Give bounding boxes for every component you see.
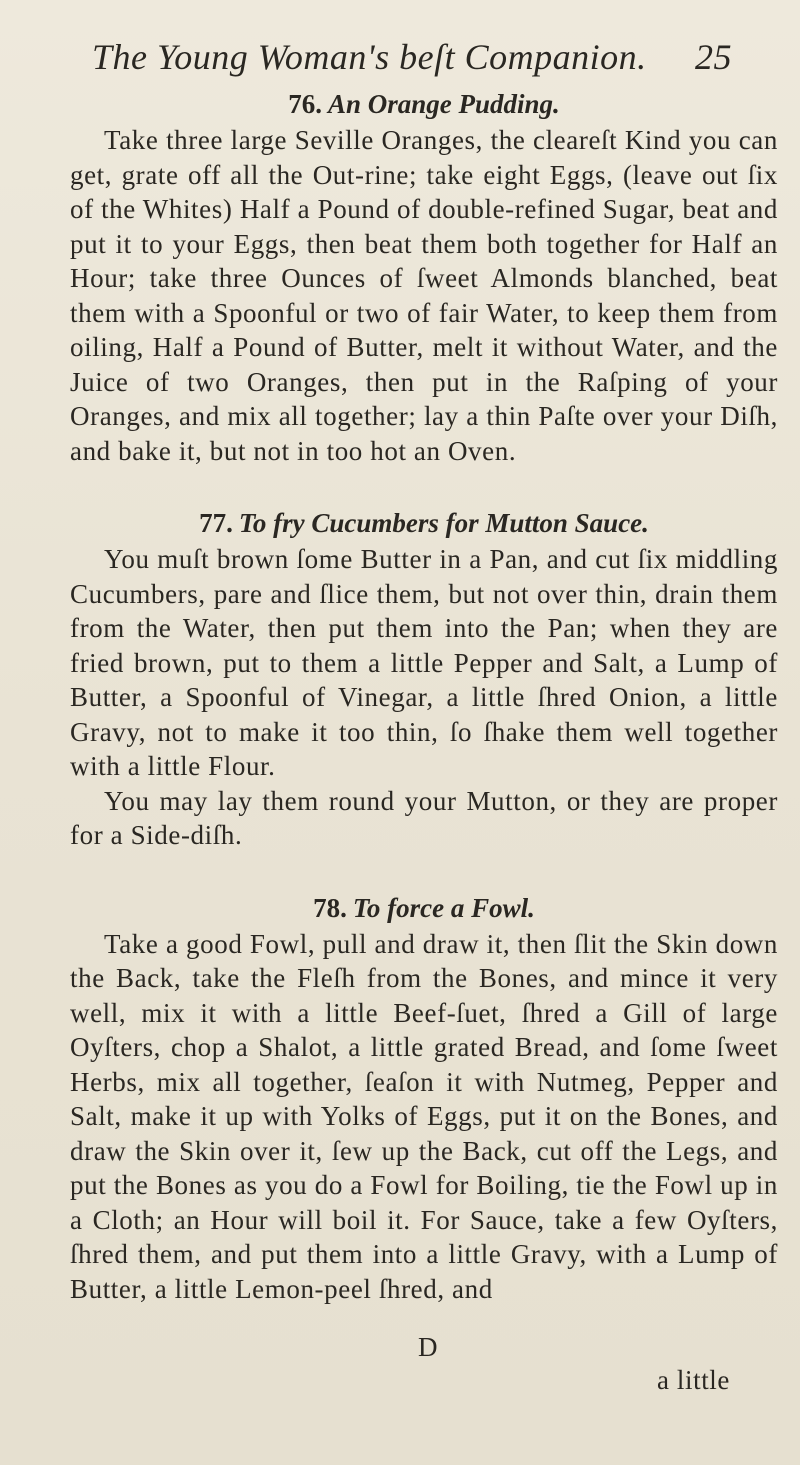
running-title: The Young Woman's beſt Companion. [92,37,647,77]
recipe-76 [70,85,778,468]
recipe-number: 78. [313,892,347,923]
recipe-title-text: An Orange Pudding. [327,89,560,119]
recipe-paragraph: Take a good Fowl, pull and draw it, then ſlit the Skin down the Back, take the Fleſh from the Bones, and mince it very well, mix it with a little Beef-ſuet, ſhred a Gill of large Oyſters, chop a Shalot, a little grated Bread, and ſome ſweet Herbs, mix all together, ſeaſon it with Nutmeg, Pepper and Salt, make it up with Yolks of Eggs, put it on the Bones, and draw the Skin over it, ſew up the Back, cut off the Legs, and put the Bones as you do a Fowl for Boiling, tie the Fowl up in a Cloth; an Hour will boil it. For Sauce, take a few Oyſters, ſhred them, and put them into a little Gravy, with a Lump of Butter, a little Lemon-peel ſhred, and [70,928,778,1304]
recipe-paragraph: You may lay them round your Mutton, or they are proper for a Side-diſh. [70,785,778,850]
page-number: 25 [695,37,732,77]
recipe-77 [70,504,778,853]
recipe-number: 77. [199,508,233,538]
recipe-title [70,504,778,542]
recipe-title [70,889,778,927]
recipe-title-text: To force a Fowl. [352,892,535,923]
running-head [92,36,732,78]
catchword: a little [656,1365,730,1395]
recipe-number: 76. [288,89,322,119]
recipe-paragraph: You muſt brown ſome Butter in a Pan, and cut ſix middling Cucumbers, pare and ſlice them, but not over thin, drain them from the Water, then put them into the Pan; when they are fried brown, put to them a little Pepper and Salt, a Lump of Butter, a Spoonful of Vinegar, a little ſhred Onion, a little Gravy, not to make it too thin, ſo ſhake them well together with a little Flour. [70,544,778,781]
recipe-paragraph: Take three large Seville Oranges, the cleareſt Kind you can get, grate off all the Out-rine; take eight Eggs, (leave out ſix of the Whites) Half a Pound of double-refined Sugar, beat and put it to your Eggs, then beat them both together for Half an Hour; take three Ounces of ſweet Almonds blanched, beat them with a Spoonful or two of fair Water, to keep them from oiling, Half a Pound of Butter, melt it without Water, and the Juice of two Oranges, then put in the Raſping of your Oranges, and mix all together; lay a thin Paſte over your Diſh, and bake it, but not in too hot an Oven. [70,125,778,466]
page-body [70,85,778,1342]
recipe-title [70,85,778,123]
recipe-title-text: To fry Cucumbers for Mutton Sauce. [238,508,649,538]
recipe-78 [70,889,778,1307]
signature-mark: D [418,1332,438,1362]
